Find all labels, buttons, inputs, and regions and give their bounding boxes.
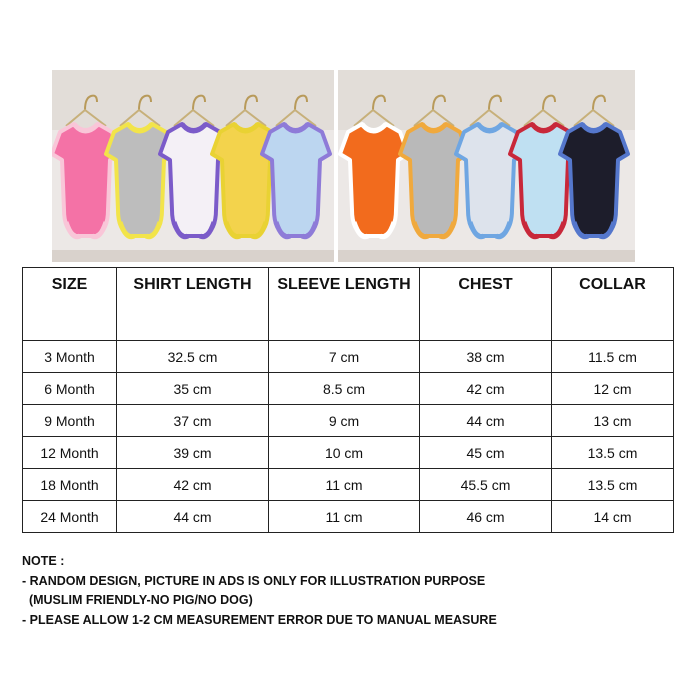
table-row xyxy=(23,373,674,405)
cell-shirt-length: 39 cm xyxy=(117,437,269,469)
cell-collar: 13 cm xyxy=(552,405,674,437)
cell-collar: 11.5 cm xyxy=(552,341,674,373)
product-photo-left xyxy=(52,70,334,262)
cell-sleeve-length: 10 cm xyxy=(269,437,420,469)
cell-sleeve-length: 9 cm xyxy=(269,405,420,437)
cell-size: 6 Month xyxy=(23,373,117,405)
bodysuits-image-right xyxy=(338,70,635,262)
table-row xyxy=(23,437,674,469)
cell-shirt-length: 42 cm xyxy=(117,469,269,501)
cell-size: 24 Month xyxy=(23,501,117,533)
cell-sleeve-length: 7 cm xyxy=(269,341,420,373)
note-line-muslim-friendly: (MUSLIM FRIENDLY-NO PIG/NO DOG) xyxy=(22,593,253,607)
cell-sleeve-length: 11 cm xyxy=(269,501,420,533)
cell-collar: 12 cm xyxy=(552,373,674,405)
header-chest: CHEST xyxy=(420,268,552,341)
cell-chest: 38 cm xyxy=(420,341,552,373)
cell-sleeve-length: 8.5 cm xyxy=(269,373,420,405)
cell-size: 12 Month xyxy=(23,437,117,469)
cell-collar: 13.5 cm xyxy=(552,469,674,501)
cell-collar: 14 cm xyxy=(552,501,674,533)
cell-chest: 44 cm xyxy=(420,405,552,437)
cell-shirt-length: 32.5 cm xyxy=(117,341,269,373)
cell-shirt-length: 35 cm xyxy=(117,373,269,405)
size-chart-table xyxy=(22,267,674,533)
note-line-measurement-error: - PLEASE ALLOW 1-2 CM MEASUREMENT ERROR DUE TO MANUAL MEASURE xyxy=(22,612,497,627)
cell-shirt-length: 37 cm xyxy=(117,405,269,437)
table-row xyxy=(23,469,674,501)
cell-size: 3 Month xyxy=(23,341,117,373)
product-photo-right xyxy=(338,70,635,262)
cell-sleeve-length: 11 cm xyxy=(269,469,420,501)
table-header-row xyxy=(23,268,674,341)
header-sleeve-length: SLEEVE LENGTH xyxy=(269,268,420,341)
cell-chest: 45.5 cm xyxy=(420,469,552,501)
cell-shirt-length: 44 cm xyxy=(117,501,269,533)
cell-chest: 46 cm xyxy=(420,501,552,533)
header-shirt-length: SHIRT LENGTH xyxy=(117,268,269,341)
cell-size: 9 Month xyxy=(23,405,117,437)
header-collar: COLLAR xyxy=(552,268,674,341)
note-line-random-design: - RANDOM DESIGN, PICTURE IN ADS IS ONLY FOR ILLUSTRATION PURPOSE xyxy=(22,573,486,588)
cell-collar: 13.5 cm xyxy=(552,437,674,469)
bodysuits-image-left xyxy=(52,70,334,262)
cell-chest: 42 cm xyxy=(420,373,552,405)
table-row xyxy=(23,501,674,533)
note-title: NOTE : xyxy=(22,554,65,568)
table-row xyxy=(23,405,674,437)
table-row xyxy=(23,341,674,373)
note-block xyxy=(22,552,497,630)
cell-size: 18 Month xyxy=(23,469,117,501)
cell-chest: 45 cm xyxy=(420,437,552,469)
header-size: SIZE xyxy=(23,268,117,341)
